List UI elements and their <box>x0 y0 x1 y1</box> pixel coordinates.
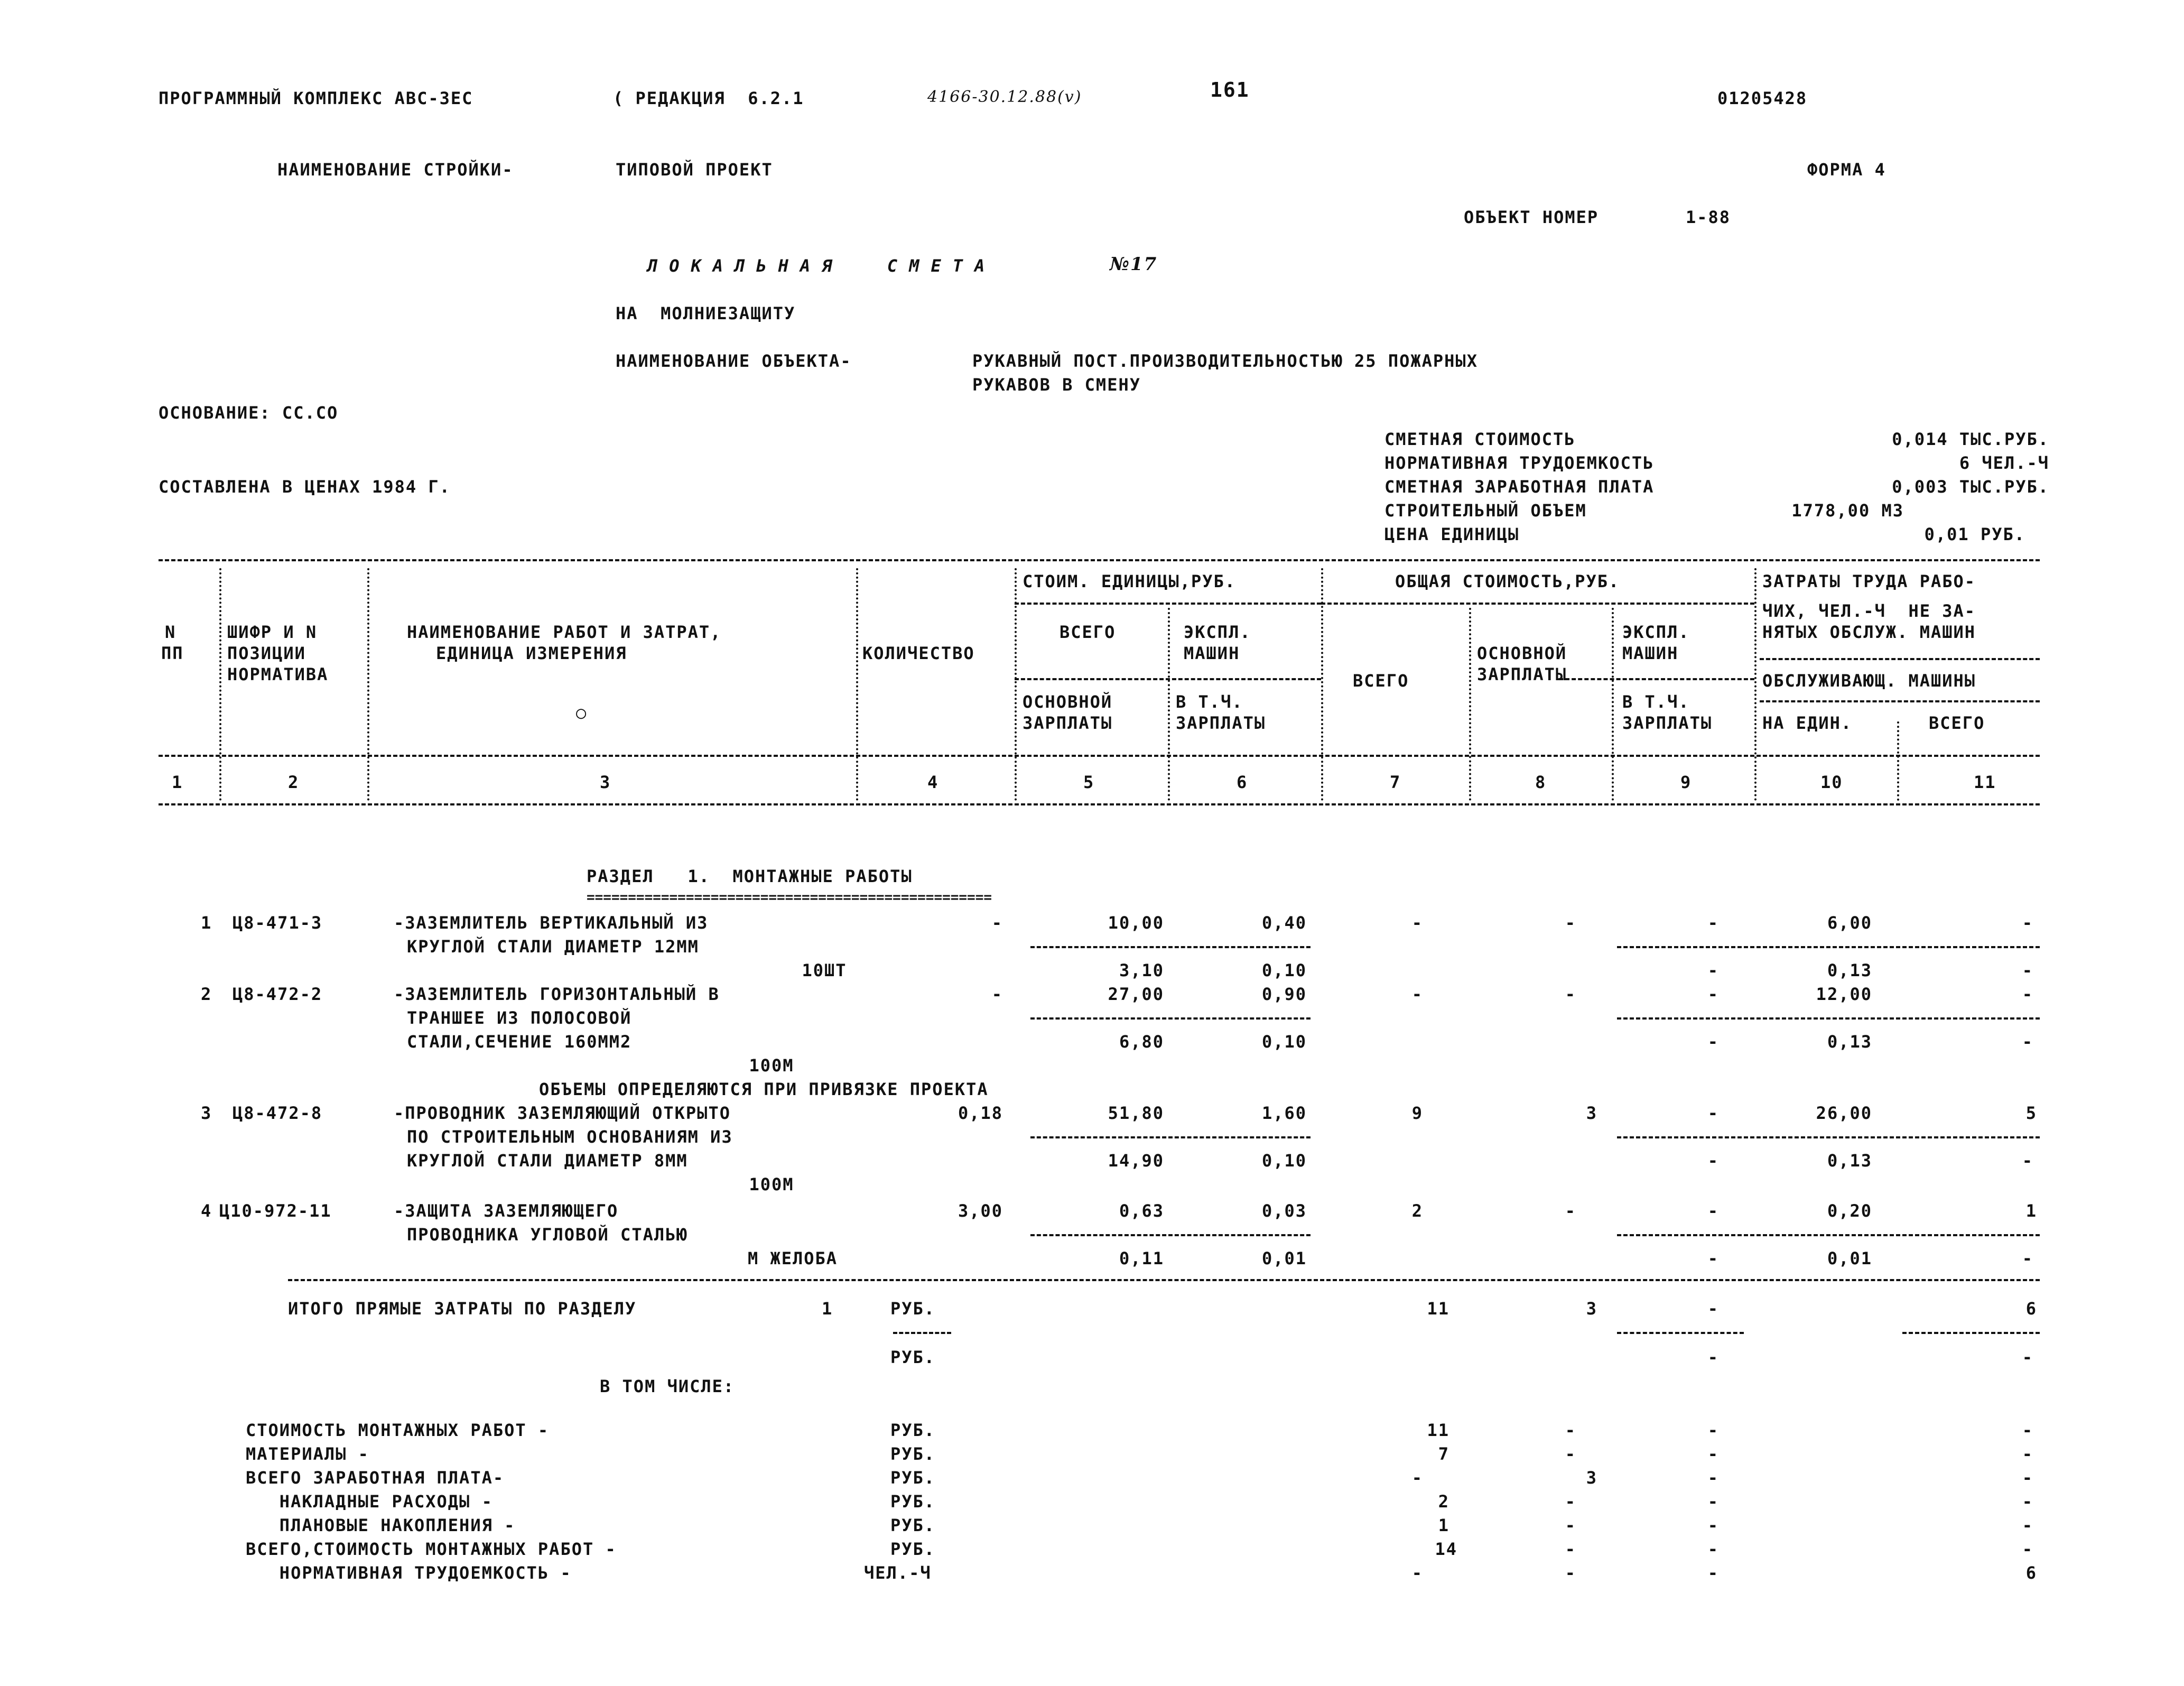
summary-value: 1778,00 М3 <box>1791 501 1904 521</box>
summary-label: СМЕТНАЯ СТОИМОСТЬ <box>1384 429 1576 449</box>
item-unit-wages: 0,11 <box>1119 1248 1164 1268</box>
breakdown-labor: 6 <box>2025 1563 2037 1583</box>
unit-wages-header: ОСНОВНОЙ <box>1023 692 1113 712</box>
rule <box>1030 1017 1311 1020</box>
item-service-total: - <box>2022 1248 2033 1268</box>
item-unit: 10ШТ <box>802 960 847 980</box>
breakdown-total: 11 <box>1427 1420 1449 1440</box>
summary-value: 6 ЧЕЛ.-Ч <box>1959 453 2049 473</box>
breakdown-wages: - <box>1565 1444 1576 1464</box>
rule <box>1617 1136 2040 1138</box>
breakdown-labor: - <box>2022 1515 2033 1535</box>
summary-value: 0,01 РУБ. <box>1924 524 2025 544</box>
breakdown-total: 2 <box>1438 1492 1449 1512</box>
breakdown-label: ВСЕГО,СТОИМОСТЬ МОНТАЖНЫХ РАБОТ - <box>246 1539 617 1559</box>
section-total-all: 11 <box>1427 1299 1449 1319</box>
form-number: ФОРМА 4 <box>1807 160 1886 180</box>
section-total-labor: 6 <box>2025 1299 2037 1319</box>
breakdown-machines: - <box>1707 1420 1719 1440</box>
item-number: 4 <box>201 1201 212 1221</box>
item-total-mach-wages: - <box>1707 1248 1719 1268</box>
item-unit-machines: 0,90 <box>1261 984 1307 1004</box>
item-unit: М ЖЕЛОБА <box>747 1248 838 1268</box>
item-labor-total: 1 <box>2025 1201 2037 1221</box>
item-name: -ЗАЩИТА ЗАЗЕМЛЯЮЩЕГО <box>394 1201 619 1221</box>
column-separator <box>1168 608 1170 801</box>
object-name-line2: РУКАВОВ В СМЕНУ <box>972 375 1141 395</box>
item-total: 9 <box>1411 1103 1423 1123</box>
section-total-machines: - <box>1707 1299 1719 1319</box>
rule <box>1617 1332 1744 1334</box>
item-unit-mach-wages: 0,10 <box>1261 960 1307 980</box>
item-number: 3 <box>201 1103 212 1123</box>
col3-header: ЕДИНИЦА ИЗМЕРЕНИЯ <box>436 643 627 663</box>
subject: НА МОЛНИЕЗАЩИТУ <box>616 303 796 323</box>
item-unit-total: 27,00 <box>1108 984 1164 1004</box>
total-machines-header: ЭКСПЛ. <box>1622 622 1690 642</box>
column-separator <box>1015 568 1017 801</box>
breakdown-machines: - <box>1707 1539 1719 1559</box>
unit-machines-header: МАШИН <box>1184 643 1240 663</box>
item-unit-mach-wages: 0,10 <box>1261 1032 1307 1052</box>
breakdown-unit: РУБ. <box>890 1444 936 1464</box>
item-name: -ПРОВОДНИК ЗАЗЕМЛЯЮЩИЙ ОТКРЫТО <box>394 1103 731 1123</box>
section-total-unit: РУБ. <box>890 1299 936 1319</box>
item-unit-mach-wages: 0,01 <box>1261 1248 1307 1268</box>
breakdown-wages: - <box>1565 1420 1576 1440</box>
breakdown-wages: - <box>1565 1492 1576 1512</box>
breakdown-total: - <box>1411 1468 1423 1488</box>
item-service-unit: 0,13 <box>1827 1032 1872 1052</box>
breakdown-total: - <box>1411 1563 1423 1583</box>
col3-marker: ○ <box>576 702 588 722</box>
column-number: 4 <box>927 772 939 792</box>
breakdown-unit: РУБ. <box>890 1539 936 1559</box>
breakdown-unit: РУБ. <box>890 1468 936 1488</box>
column-separator <box>219 568 221 801</box>
program-name: ПРОГРАММНЫЙ КОМПЛЕКС АВС-ЗЕС <box>159 88 473 108</box>
column-number: 7 <box>1390 772 1401 792</box>
col4-header: КОЛИЧЕСТВО <box>862 643 975 663</box>
section-total-labor-2: - <box>2022 1347 2033 1367</box>
unit-total-header: ВСЕГО <box>1060 622 1116 642</box>
item-labor-unit: 6,00 <box>1827 913 1872 933</box>
prices-year: СОСТАВЛЕНА В ЦЕНАХ 1984 Г. <box>159 477 451 497</box>
object-number-value: 1-88 <box>1686 207 1731 227</box>
item-total: - <box>1411 913 1423 933</box>
breakdown-machines: - <box>1707 1515 1719 1535</box>
item-labor-unit: 26,00 <box>1816 1103 1872 1123</box>
breakdown-unit: ЧЕЛ.-Ч <box>864 1563 932 1583</box>
summary-label: ЦЕНА ЕДИНИЦЫ <box>1384 524 1520 544</box>
build-name-value: ТИПОВОЙ ПРОЕКТ <box>616 160 773 180</box>
rule <box>1617 1017 2040 1020</box>
unit-in-wages-header: ЗАРПЛАТЫ <box>1176 713 1266 733</box>
col2-header: ПОЗИЦИИ <box>227 643 306 663</box>
doc-number: 01205428 <box>1717 88 1808 108</box>
item-labor-unit: 0,20 <box>1827 1201 1872 1221</box>
unit-cost-header: СТОИМ. ЕДИНИЦЫ,РУБ. <box>1023 571 1237 591</box>
item-total-machines: - <box>1707 984 1719 1004</box>
breakdown-labor: - <box>2022 1539 2033 1559</box>
column-number: 2 <box>288 772 300 792</box>
labor-unit-header: НА ЕДИН. <box>1762 713 1853 733</box>
item-total-wages: - <box>1565 913 1576 933</box>
rule <box>1015 603 1321 605</box>
breakdown-wages: 3 <box>1586 1468 1597 1488</box>
item-labor-total: 5 <box>2025 1103 2037 1123</box>
item-number: 1 <box>201 913 212 933</box>
item-total: - <box>1411 984 1423 1004</box>
rule <box>159 559 2040 561</box>
item-service-unit: 0,01 <box>1827 1248 1872 1268</box>
column-separator <box>1321 568 1323 801</box>
item-code: Ц8-471-3 <box>233 913 323 933</box>
total-wages-header: ЗАРПЛАТЫ <box>1477 664 1567 684</box>
summary-label: СМЕТНАЯ ЗАРАБОТНАЯ ПЛАТА <box>1384 477 1655 497</box>
rule <box>1617 946 2040 948</box>
item-name: ПО СТРОИТЕЛЬНЫМ ОСНОВАНИЯМ ИЗ <box>407 1127 733 1147</box>
column-separator <box>367 568 369 801</box>
breakdown-labor: - <box>2022 1444 2033 1464</box>
column-separator <box>1754 568 1757 801</box>
item-service-total: - <box>2022 1151 2033 1171</box>
item-labor-total: - <box>2022 913 2033 933</box>
item-total: 2 <box>1411 1201 1423 1221</box>
breakdown-wages: - <box>1565 1539 1576 1559</box>
item-name: СТАЛИ,СЕЧЕНИЕ 160ММ2 <box>407 1032 632 1052</box>
column-separator <box>856 568 858 801</box>
breakdown-total: 14 <box>1435 1539 1457 1559</box>
item-service-unit: 0,13 <box>1827 960 1872 980</box>
item-code: Ц10-972-11 <box>219 1201 332 1221</box>
section-total-machines-2: - <box>1707 1347 1719 1367</box>
item-unit: 100М <box>749 1055 794 1076</box>
breakdown-unit: РУБ. <box>890 1515 936 1535</box>
including-heading: В ТОМ ЧИСЛЕ: <box>600 1376 735 1396</box>
item-total-wages: - <box>1565 1201 1576 1221</box>
breakdown-machines: - <box>1707 1444 1719 1464</box>
item-service-total: - <box>2022 960 2033 980</box>
page-number: 161 <box>1210 78 1250 101</box>
item-total-machines: - <box>1707 913 1719 933</box>
breakdown-label: МАТЕРИАЛЫ - <box>246 1444 369 1464</box>
item-unit-total: 51,80 <box>1108 1103 1164 1123</box>
breakdown-label: ВСЕГО ЗАРАБОТНАЯ ПЛАТА- <box>246 1468 505 1488</box>
rule <box>893 1332 951 1334</box>
rule <box>1030 1136 1311 1138</box>
section-total-label: ИТОГО ПРЯМЫЕ ЗАТРАТЫ ПО РАЗДЕЛУ <box>288 1299 637 1319</box>
summary-label: СТРОИТЕЛЬНЫЙ ОБЪЕМ <box>1384 501 1587 521</box>
item-total-wages: - <box>1565 984 1576 1004</box>
section-total-wages: 3 <box>1586 1299 1597 1319</box>
summary-value: 0,003 ТЫС.РУБ. <box>1892 477 2049 497</box>
rule <box>1030 1234 1311 1236</box>
item-total-mach-wages: - <box>1707 960 1719 980</box>
item-total-mach-wages: - <box>1707 1032 1719 1052</box>
breakdown-unit: РУБ. <box>890 1420 936 1440</box>
column-separator <box>1612 608 1614 801</box>
item-unit-wages: 3,10 <box>1119 960 1164 980</box>
labor-service-header: ОБСЛУЖИВАЮЩ. МАШИНЫ <box>1762 671 1976 691</box>
column-number: 6 <box>1237 772 1248 792</box>
item-name: -ЗАЗЕМЛИТЕЛЬ ВЕРТИКАЛЬНЫЙ ИЗ <box>394 913 709 933</box>
rule <box>1760 700 2040 702</box>
section-underline: ================================================= <box>587 890 992 905</box>
object-number-label: ОБЪЕКТ НОМЕР <box>1464 207 1599 227</box>
column-number: 11 <box>1974 772 1996 792</box>
column-separator <box>1469 608 1471 801</box>
item-number: 2 <box>201 984 212 1004</box>
item-qty: 3,00 <box>958 1201 1003 1221</box>
total-machines-header: МАШИН <box>1622 643 1679 663</box>
item-name: -ЗАЗЕМЛИТЕЛЬ ГОРИЗОНТАЛЬНЫЙ В <box>394 984 720 1004</box>
item-unit-total: 0,63 <box>1119 1201 1164 1221</box>
labor-header: ЗАТРАТЫ ТРУДА РАБО- <box>1762 571 1976 591</box>
total-cost-header: ОБЩАЯ СТОИМОСТЬ,РУБ. <box>1395 571 1620 591</box>
volume-note: ОБЪЕМЫ ОПРЕДЕЛЯЮТСЯ ПРИ ПРИВЯЗКЕ ПРОЕКТА <box>539 1079 989 1099</box>
column-number: 8 <box>1535 772 1547 792</box>
column-separator <box>1897 721 1899 801</box>
breakdown-label: НОРМАТИВНАЯ ТРУДОЕМКОСТЬ - <box>246 1563 572 1583</box>
build-name-label: НАИМЕНОВАНИЕ СТРОЙКИ- <box>277 160 514 180</box>
breakdown-total: 7 <box>1438 1444 1449 1464</box>
rule <box>159 755 2040 757</box>
breakdown-label: НАКЛАДНЫЕ РАСХОДЫ - <box>246 1492 493 1512</box>
labor-total-header: ВСЕГО <box>1929 713 1985 733</box>
breakdown-unit: РУБ. <box>890 1492 936 1512</box>
breakdown-total: 1 <box>1438 1515 1449 1535</box>
object-name-line1: РУКАВНЫЙ ПОСТ.ПРОИЗВОДИТЕЛЬНОСТЬЮ 25 ПОЖАРНЫХ <box>972 351 1478 371</box>
section-total-unit-2: РУБ. <box>890 1347 936 1367</box>
item-total-machines: - <box>1707 1201 1719 1221</box>
column-number: 9 <box>1680 772 1692 792</box>
item-name: КРУГЛОЙ СТАЛИ ДИАМЕТР 8ММ <box>407 1151 688 1171</box>
col1-header: N <box>165 622 176 642</box>
item-unit-machines: 0,40 <box>1261 913 1307 933</box>
column-number: 10 <box>1820 772 1843 792</box>
item-qty: - <box>991 913 1003 933</box>
breakdown-wages: - <box>1565 1515 1576 1535</box>
item-total-wages: 3 <box>1586 1103 1597 1123</box>
item-code: Ц8-472-2 <box>233 984 323 1004</box>
item-unit-wages: 14,90 <box>1108 1151 1164 1171</box>
rule <box>159 803 2040 805</box>
item-labor-total: - <box>2022 984 2033 1004</box>
item-unit-machines: 0,03 <box>1261 1201 1307 1221</box>
item-total-mach-wages: - <box>1707 1151 1719 1171</box>
column-number: 5 <box>1083 772 1095 792</box>
item-unit-total: 10,00 <box>1108 913 1164 933</box>
item-qty: - <box>991 984 1003 1004</box>
unit-wages-header: ЗАРПЛАТЫ <box>1023 713 1113 733</box>
total-in-wages-header: ЗАРПЛАТЫ <box>1622 713 1713 733</box>
item-unit-machines: 1,60 <box>1261 1103 1307 1123</box>
breakdown-labor: - <box>2022 1420 2033 1440</box>
rule <box>1559 678 1754 680</box>
breakdown-labor: - <box>2022 1492 2033 1512</box>
item-service-unit: 0,13 <box>1827 1151 1872 1171</box>
unit-in-wages-header: В Т.Ч. <box>1176 692 1243 712</box>
col1-header: ПП <box>161 643 184 663</box>
total-in-wages-header: В Т.Ч. <box>1622 692 1690 712</box>
rule <box>288 1279 2040 1281</box>
item-name: ТРАНШЕЕ ИЗ ПОЛОСОВОЙ <box>407 1008 632 1028</box>
breakdown-machines: - <box>1707 1468 1719 1488</box>
item-unit-wages: 6,80 <box>1119 1032 1164 1052</box>
item-name: ПРОВОДНИКА УГЛОВОЙ СТАЛЬЮ <box>407 1225 688 1245</box>
col2-header: НОРМАТИВА <box>227 664 329 684</box>
breakdown-label: СТОИМОСТЬ МОНТАЖНЫХ РАБОТ - <box>246 1420 550 1440</box>
edition: ( РЕДАКЦИЯ 6.2.1 <box>613 88 804 108</box>
breakdown-label: ПЛАНОВЫЕ НАКОПЛЕНИЯ - <box>246 1515 516 1535</box>
unit-machines-header: ЭКСПЛ. <box>1184 622 1251 642</box>
column-number: 3 <box>600 772 611 792</box>
rule <box>1030 946 1311 948</box>
column-number: 1 <box>172 772 183 792</box>
handwritten-code: 4166-30.12.88(v) <box>927 88 1082 106</box>
col2-header: ШИФР И N <box>227 622 318 642</box>
item-unit: 100М <box>749 1174 794 1194</box>
summary-value: 0,014 ТЫС.РУБ. <box>1892 429 2049 449</box>
item-qty: 0,18 <box>958 1103 1003 1123</box>
breakdown-wages: - <box>1565 1563 1576 1583</box>
summary-label: НОРМАТИВНАЯ ТРУДОЕМКОСТЬ <box>1384 453 1655 473</box>
labor-header: НЯТЫХ ОБСЛУЖ. МАШИН <box>1762 622 1976 642</box>
rule <box>1617 1234 2040 1236</box>
rule <box>1760 658 2040 660</box>
section-total-number: 1 <box>822 1299 833 1319</box>
basis: ОСНОВАНИЕ: СС.СО <box>159 403 339 423</box>
total-wages-header: ОСНОВНОЙ <box>1477 643 1567 663</box>
col3-header: НАИМЕНОВАНИЕ РАБОТ И ЗАТРАТ, <box>407 622 722 642</box>
rule <box>1902 1332 2040 1334</box>
item-total-machines: - <box>1707 1103 1719 1123</box>
total-all-header: ВСЕГО <box>1353 671 1409 691</box>
breakdown-machines: - <box>1707 1563 1719 1583</box>
section-title: РАЗДЕЛ 1. МОНТАЖНЫЕ РАБОТЫ <box>587 866 913 886</box>
item-code: Ц8-472-8 <box>233 1103 323 1123</box>
labor-header: ЧИХ, ЧЕЛ.-Ч НЕ ЗА- <box>1762 601 1976 621</box>
object-name-label: НАИМЕНОВАНИЕ ОБЪЕКТА- <box>616 351 852 371</box>
item-name: КРУГЛОЙ СТАЛИ ДИАМЕТР 12ММ <box>407 937 699 957</box>
rule <box>1321 603 1754 605</box>
title-number: №17 <box>1110 254 1158 275</box>
document-title: ЛОКАЛЬНАЯ СМЕТА <box>647 256 997 276</box>
item-unit-mach-wages: 0,10 <box>1261 1151 1307 1171</box>
item-labor-unit: 12,00 <box>1816 984 1872 1004</box>
item-service-total: - <box>2022 1032 2033 1052</box>
breakdown-machines: - <box>1707 1492 1719 1512</box>
breakdown-labor: - <box>2022 1468 2033 1488</box>
